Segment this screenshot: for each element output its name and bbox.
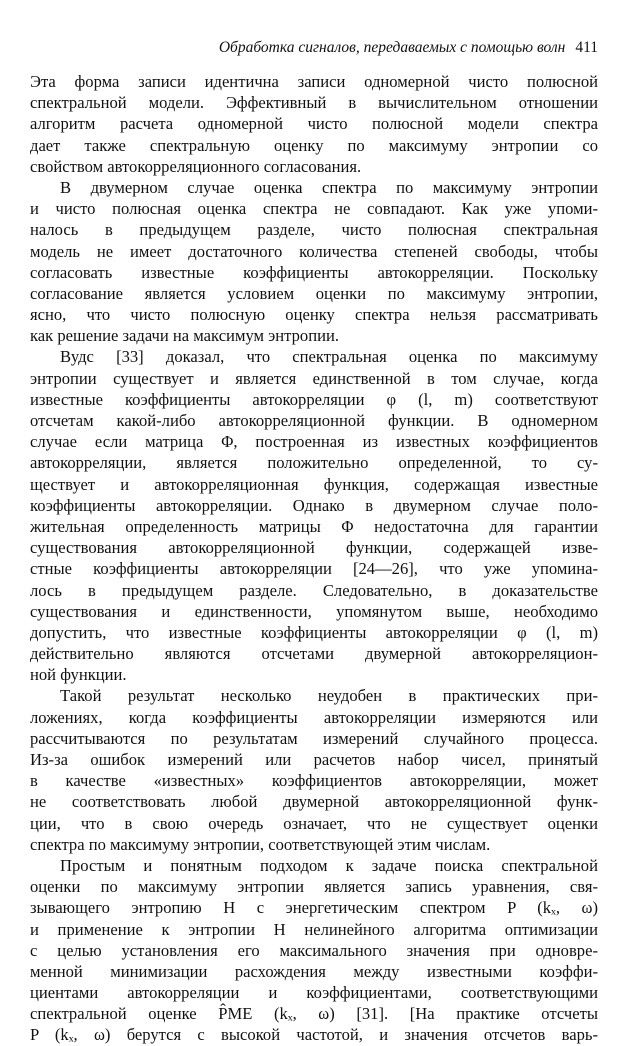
text-line: дает также спектральную оценку по максимуму энтропии со: [30, 135, 598, 155]
page-number: 411: [575, 39, 598, 56]
text-line: стные коэффициенты автокорреляции [24—26], что уже упомина-: [30, 559, 598, 579]
text-line: ясно, что чисто полюсную оценку спектра нельзя рассматривать: [30, 305, 598, 325]
text-line: спектра по максимуму энтропии, соответствующей этим числам.: [30, 834, 491, 854]
text-line: ции, что в свою очередь означает, что не существует оценки: [30, 813, 598, 833]
text-line: с целью установления его максимального значения при одновре-: [30, 940, 598, 960]
text-line: Простым и понятным подходом к задаче поиска спектральной: [60, 855, 598, 875]
paragraph-1: [30, 71, 598, 177]
text-line: коэффициенты автокорреляции. Однако в двумерном случае поло-: [30, 495, 598, 515]
text-line: модель не имеет достаточного количества степеней свободы, чтобы: [30, 241, 598, 261]
text-line: известные коэффициенты автокорреляции φ (l, m) соответствуют: [30, 389, 598, 409]
text-line: ной функции.: [30, 665, 127, 685]
paragraph-5: [30, 855, 598, 1046]
paragraph-4: [30, 685, 598, 855]
text-line: Эта форма записи идентична записи одномерной чисто полюсной: [30, 72, 598, 91]
text-line: рассчитываются по результатам измерений случайного процесса.: [30, 728, 598, 748]
text-line: свойством автокорреляционного согласования.: [30, 156, 362, 176]
paragraph-3: [30, 346, 598, 685]
text-line: автокорреляции, является положительно определенной, то су-: [30, 453, 598, 473]
text-line: ложениях, когда коэффициенты автокорреляции измеряются или: [30, 707, 598, 727]
running-header: [30, 36, 598, 60]
text-line: Из-за ошибок измерений или расчетов набор чисел, принятый: [30, 750, 598, 769]
text-line: Такой результат несколько неудобен в практических при-: [60, 686, 598, 706]
text-line: Вудс [33] доказал, что спектральная оценка по максимуму: [60, 347, 598, 367]
text-line: В двумерном случае оценка спектра по максимуму энтропии: [60, 177, 598, 197]
running-title: Обработка сигналов, передаваемых с помощью волн: [218, 39, 566, 56]
text-line: согласование является условием оценки по максимуму энтропии,: [30, 283, 598, 303]
paragraph-2: [30, 177, 598, 347]
text-line: циентами автокорреляции и коэффициентами, соответствующими: [30, 983, 598, 1003]
text-line: оценки по максимуму энтропии является запись уравнения, свя-: [30, 877, 598, 897]
text-line: алгоритм расчета одномерной чисто полюсной модели спектра: [30, 114, 598, 134]
text-line: лось в предыдущем разделе. Следовательно, в доказательстве: [30, 580, 598, 600]
text-line: существования и единственности, упомянутом выше, необходимо: [30, 601, 598, 621]
text-line: и чисто полюсная оценка спектра не совпадают. Как уже упоми-: [30, 199, 598, 219]
text-line: спектральной модели. Эффективный в вычислительном отношении: [30, 93, 598, 113]
text-line: действительно являются отсчетами двумерной автокорреляцион-: [30, 644, 598, 664]
text-line: случае если матрица Φ, построенная из известных коэффициентов: [30, 432, 598, 452]
text-line: согласовать известные коэффициенты автокорреляции. Поскольку: [30, 262, 598, 282]
text-line: зывающего энтропию H с энергетическим спектром P (kₓ, ω): [30, 898, 598, 918]
text-line: не соответствовать любой двумерной автокорреляционной функ-: [30, 792, 598, 812]
text-line: P (kₓ, ω) берутся с высокой частотой, и значения отсчетов варь-: [30, 1025, 598, 1045]
text-line: существования автокорреляционной функции, содержащей изве-: [30, 538, 598, 558]
text-line: ществует и автокорреляционная функция, содержащая известные: [30, 474, 598, 494]
text-line: в качестве «известных» коэффициентов автокорреляции, может: [30, 771, 598, 791]
text-line: энтропии существует и является единственной в том случае, когда: [30, 368, 598, 388]
text-line: отсчетам какой-либо автокорреляционной функции. В одномерном: [30, 411, 598, 430]
text-line: допустить, что известные коэффициенты автокорреляции φ (l, m): [30, 622, 598, 642]
text-line: налось в предыдущем разделе, чисто полюсная спектральная: [30, 220, 598, 240]
text-line: спектральной оценке P̂ME (kₓ, ω) [31]. [На практике отсчеты: [30, 1004, 598, 1024]
text-line: менной минимизации расхождения между известными коэффи-: [30, 961, 598, 981]
text-line: жительная определенность матрицы Φ недостаточна для гарантии: [30, 516, 598, 536]
text-line: как решение задачи на максимум энтропии.: [30, 326, 340, 346]
body-text: [30, 71, 598, 1046]
text-line: и применение к энтропии H нелинейного алгоритма оптимизации: [30, 919, 598, 939]
